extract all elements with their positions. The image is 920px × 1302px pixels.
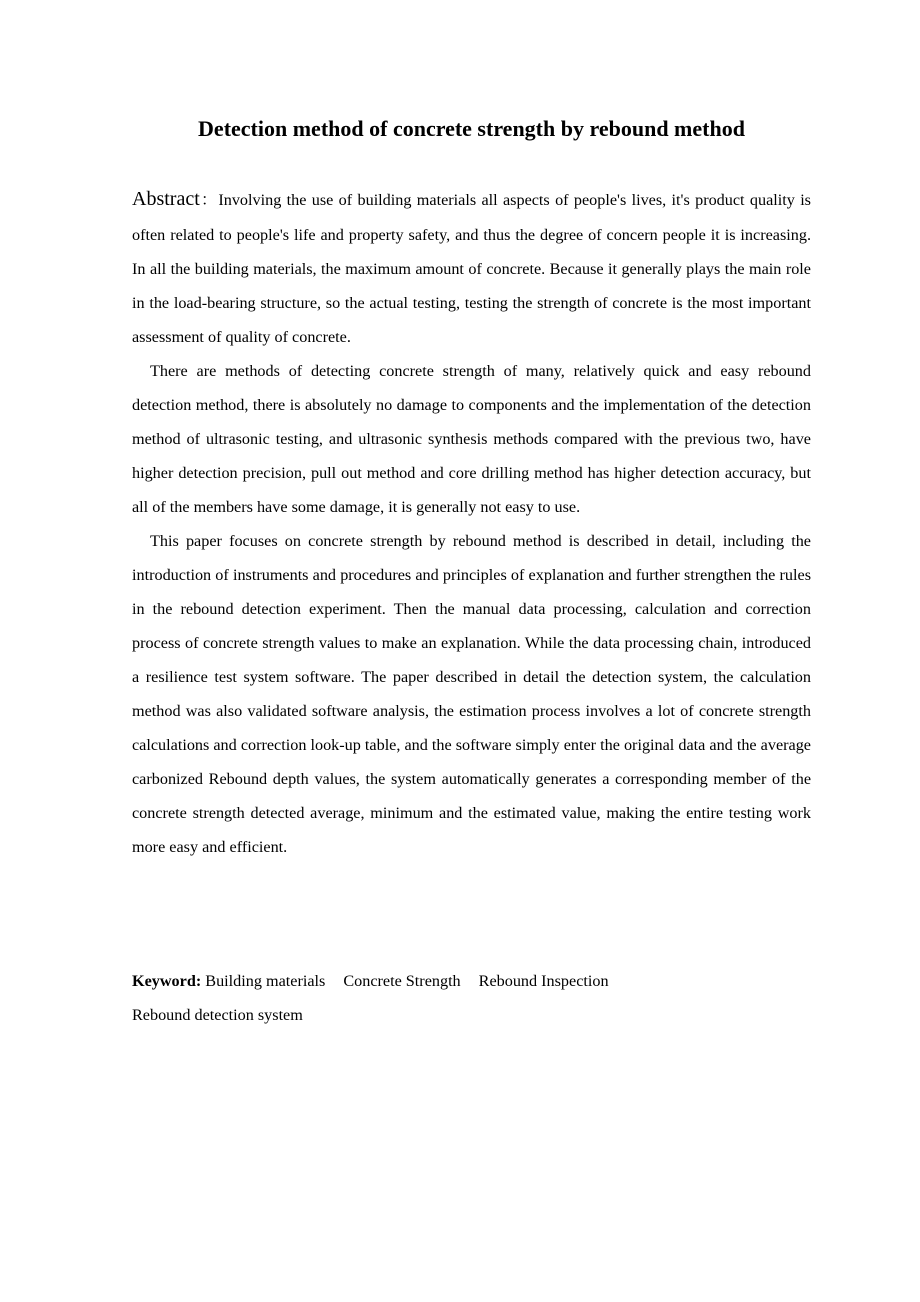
keyword-item: Rebound detection system xyxy=(132,1006,303,1024)
abstract-paragraph-1-text: Involving the use of building materials all aspects of people's lives, it's product quality is often related to people's life and property safety, and thus the degree of concern people it is increasing. In all the building materials, the maximum amount of concrete. Because it generally plays the main role in the load-bearing structure, so the actual testing, testing the strength of concrete is the most important assessment of quality of concrete. xyxy=(132,191,811,346)
document-title: Detection method of concrete strength by rebound method xyxy=(198,116,745,141)
keywords-section xyxy=(132,964,811,1032)
abstract-colon: ： xyxy=(199,192,219,209)
abstract-paragraph-1 xyxy=(132,182,811,354)
abstract-section xyxy=(132,182,811,864)
abstract-label: Abstract xyxy=(132,188,200,210)
keyword-item: Building materials xyxy=(205,972,326,990)
keyword-item: Concrete Strength xyxy=(343,972,461,990)
abstract-paragraph-3: This paper focuses on concrete strength by rebound method is described in detail, including the introduction of instruments and procedures and principles of explanation and further strengthen the rules in the rebound detection experiment. Then the manual data processing, calculation and correction process of concrete strength values to make an explanation. While the data processing chain, introduced a resilience test system software. The paper described in detail the detection system, the calculation method was also validated software analysis, the estimation process involves a lot of concrete strength calculations and correction look-up table, and the software simply enter the original data and the average carbonized Rebound depth values, the system automatically generates a corresponding member of the concrete strength detected average, minimum and the estimated value, making the entire testing work more easy and efficient. xyxy=(132,532,811,856)
abstract-paragraph-2: There are methods of detecting concrete strength of many, relatively quick and easy rebound detection method, there is absolutely no damage to components and the implementation of the detection method of ultrasonic testing, and ultrasonic synthesis methods compared with the previous two, have higher detection precision, pull out method and core drilling method has higher detection accuracy, but all of the members have some damage, it is generally not easy to use. xyxy=(132,362,811,516)
keyword-item: Rebound Inspection xyxy=(478,972,609,990)
keyword-label: Keyword: xyxy=(132,972,202,990)
